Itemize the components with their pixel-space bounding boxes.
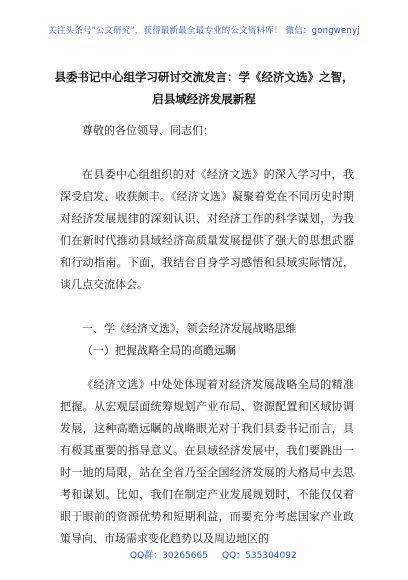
title-line-2: 启县域经济发展新程 — [152, 92, 256, 106]
section-heading: 一、学《经济文选》，领会经济发展战略思维 — [82, 322, 297, 335]
header-banner: 关注头条号"公文研究"，获得最新最全最专业的公文资料库！ 微信：gongwenyj — [48, 26, 360, 36]
subsection-heading: （一）把握战略全局的高瞻远瞩 — [82, 344, 236, 357]
qq-group-number: QQ群：30265665 — [130, 551, 208, 561]
intro-paragraph: 在县委中心组组织的对《经济文选》的深入学习中，我深受启发、收获颇丰。《经济文选》凝聚着党在不同历史时期对经济发展规律的深刻认识、对经济工作的科学谋划，为我们在新时代推动县域经济高质量发展提供了强大的思想武器和行动指南。下面，我结合自身学习感悟和县域实际情况，谈几点交流体会。 — [60, 168, 354, 291]
salutation: 尊敬的各位领导、同志们： — [82, 124, 214, 137]
title-line-1: 县委书记中心组学习研讨交流发言：学《经济文选》之智， — [54, 70, 354, 84]
document-title — [40, 66, 368, 110]
body-paragraph: 《经济文选》中处处体现着对经济发展战略全局的精准把握。从宏观层面统筹规划产业布局、资源配置和区域协调发展，这种高瞻远瞩的战略眼光对于我们县委书记而言，具有极其重要的指导意义。在县域经济发展中，我们要跳出一时一地的局限，站在全省乃至全国经济发展的大格局中去思考和谋划。比如，我们在制定产业发展规划时，不能仅仅着眼于眼前的资源优势和短期利益，而要充分考虑国家产业政策导向、市场需求变化趋势以及周边地区的 — [60, 378, 354, 545]
qq-number: QQ：535304092 — [222, 551, 297, 561]
